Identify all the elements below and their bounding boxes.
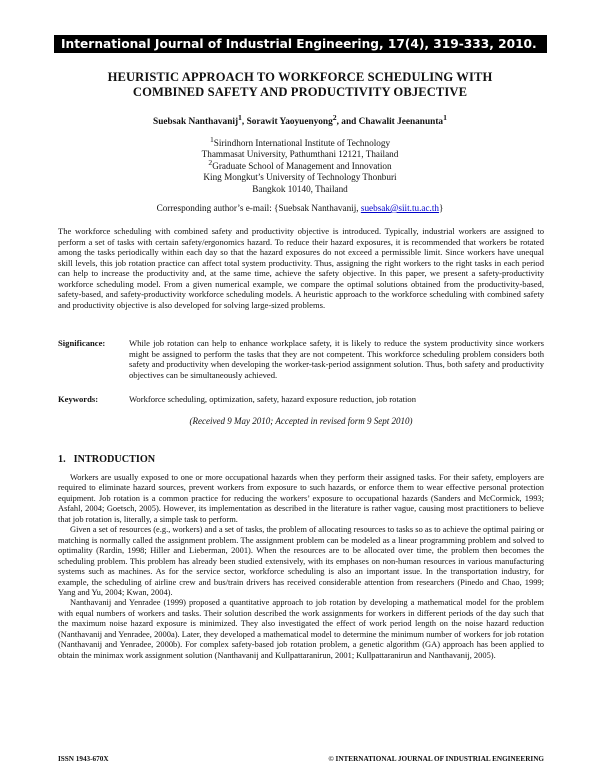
significance-block (58, 338, 544, 380)
author-name: Sorawit Yaoyuenyong (246, 117, 333, 128)
corresponding-prefix: Corresponding author’s e-mail: {Suebsak Nanthavanij, (156, 203, 361, 213)
section-body (58, 472, 544, 660)
affiliation-text: Sirindhorn International Institute of Technology (213, 138, 391, 149)
received-dates: (Received 9 May 2010; Accepted in revised form 9 Sept 2010) (189, 416, 413, 426)
affiliation-text: Graduate School of Management and Innovation (212, 160, 392, 171)
copyright: © INTERNATIONAL JOURNAL OF INDUSTRIAL ENGINEERING (328, 755, 544, 763)
author-name: Chawalit Jeenanunta (358, 117, 444, 128)
affiliation-sup: 1 (209, 135, 214, 144)
author-separator: , (241, 117, 247, 128)
paragraph: Nanthavanij and Yenradee (1999) proposed a quantitative approach to job rotation by developing a mathematical model for the problem with equal numbers of workers and tasks. Their solution described the work assignments for workers in different periods of the day such that the maximum noise hazard exposure is minimized. They also investigated the effect of work period length on the noise hazard reduction (Nanthavanij and Yenradee, 2000a). Later, they developed a mathematical model to determine the minimum number of workers for job rotation (Nanthavanij and Yenradee, 2000b). For complex safety-based job rotation problem, a genetic algorithm (GA) approach has been applied to obtain the minimax work assignment solution (Nanthavanij and Kullpattaranirun, 2001; Kullpattaranirun and Nanthavanij, 2005). (58, 597, 544, 660)
author-sup: 2 (332, 113, 337, 122)
affiliation-sup: 2 (208, 157, 213, 167)
affiliation-line (60, 168, 540, 183)
affiliation-line (60, 180, 540, 194)
affiliation-line (60, 134, 540, 149)
affiliation-line (60, 157, 540, 171)
author-separator: , and (336, 117, 359, 128)
author-name: Suebsak Nanthavanij (153, 117, 239, 128)
section-number: 1. (58, 454, 66, 465)
abstract: The workforce scheduling with combined safety and productivity objective is introduced. Typically, industrial workers are assigned to perform a set of tasks with certain safety/ergonomics hazard. To reduce their hazard exposures, it is recommended that workers be rotated among the tasks periodically within each day so that the hazard exposures do not exceed a permissible limit. Since workers have unequal skill levels, this job rotation practice can affect total system productivity. Thus, assigning the right workers to the right tasks in each period can help to increase the productivity and, at the same time, achieve the safety objective. In this paper, we present a safety-productivity workforce scheduling model. From a given numerical example, we compare the optimal solutions obtained from the productivity-based, safety-based, and safety-productivity workforce scheduling models. A heuristic approach to the workforce scheduling with combined safety and productivity objective is also developed for solving large-sized problems. (58, 226, 544, 310)
title-line-1: HEURISTIC APPROACH TO WORKFORCE SCHEDULING WITH (107, 70, 493, 84)
affiliations (60, 134, 540, 194)
author-sup: 1 (238, 113, 242, 122)
affiliation-text: Bangkok 10140, Thailand (252, 183, 348, 194)
keywords-label: Keywords: (58, 394, 99, 404)
keywords-text: Workforce scheduling, optimization, safety, hazard exposure reduction, job rotation (129, 394, 417, 404)
significance-text: While job rotation can help to enhance workplace safety, it is likely to reduce the system productivity since workers might be assigned to perform the tasks that they are not competent. This workforce scheduling problem considers both safety and productivity when developing the worker-task-period assignment solution. Thus, both safety and productivity objectives can be simultaneously achieved. (129, 338, 544, 380)
title-line-2: COMBINED SAFETY AND PRODUCTIVITY OBJECTIVE (132, 85, 468, 99)
paragraph: Given a set of resources (e.g., workers) and a set of tasks, the problem of allocating resources to tasks so as to achieve the optimal pairing or matching is normally called the assignment problem. The assignment problem can be modeled as a linear programming problem and solved to optimality (Rardin, 1998; Hiller and Lieberman, 2001). When the resources are to be allocated over time, the problem then becomes the scheduling problem. This problem has already been studied extensively, with its emphases on non-human resources in various manufacturing systems such as machines. As for the service sector, workforce scheduling is also an important issue. In the transportation industry, for example, the scheduling of airline crew and bus/train drivers has received considerable attention from researchers (Pinedo and Chao, 1999; Yang and Yu, 2004; Kwan, 2004). (58, 524, 544, 597)
author-sup: 1 (443, 113, 447, 122)
section-title: INTRODUCTION (73, 454, 156, 465)
journal-header-bar (54, 35, 547, 53)
email-link[interactable]: suebsak@siit.tu.ac.th (360, 203, 439, 213)
significance-label: Significance: (58, 338, 106, 348)
affiliation-text: Thammasat University, Pathumthani 12121, Thailand (201, 149, 399, 160)
affiliation-text: King Mongkut’s University of Technology Thonburi (203, 172, 397, 183)
affiliation-line (60, 145, 540, 160)
corresponding-author (60, 203, 540, 214)
journal-citation: International Journal of Industrial Engineering, 17(4), 319-333, 2010. (61, 37, 537, 51)
paragraph: Workers are usually exposed to one or more occupational hazards when they perform their assigned tasks. For their safety, employers are required to eliminate hazard sources, prevent workers from exposure to such hazards, or enforce them to wear effective personal protection equipment. Job rotation is a common practice for reducing the workers’ exposure to occupational hazards (Sanders and McCormick, 1993; Asfahl, 2004; Goetsch, 2005). However, its implementation as described in the literature is rather vague, causing most practitioners to believe that job rotation is, literally, a simple task to perform. (58, 472, 544, 524)
author-list (60, 112, 540, 128)
corresponding-suffix: } (439, 203, 444, 213)
section-heading (58, 454, 155, 465)
paper-title (60, 70, 540, 100)
page-footer (58, 755, 544, 764)
keywords-block (58, 394, 544, 405)
issn: ISSN 1943-670X (58, 755, 109, 763)
